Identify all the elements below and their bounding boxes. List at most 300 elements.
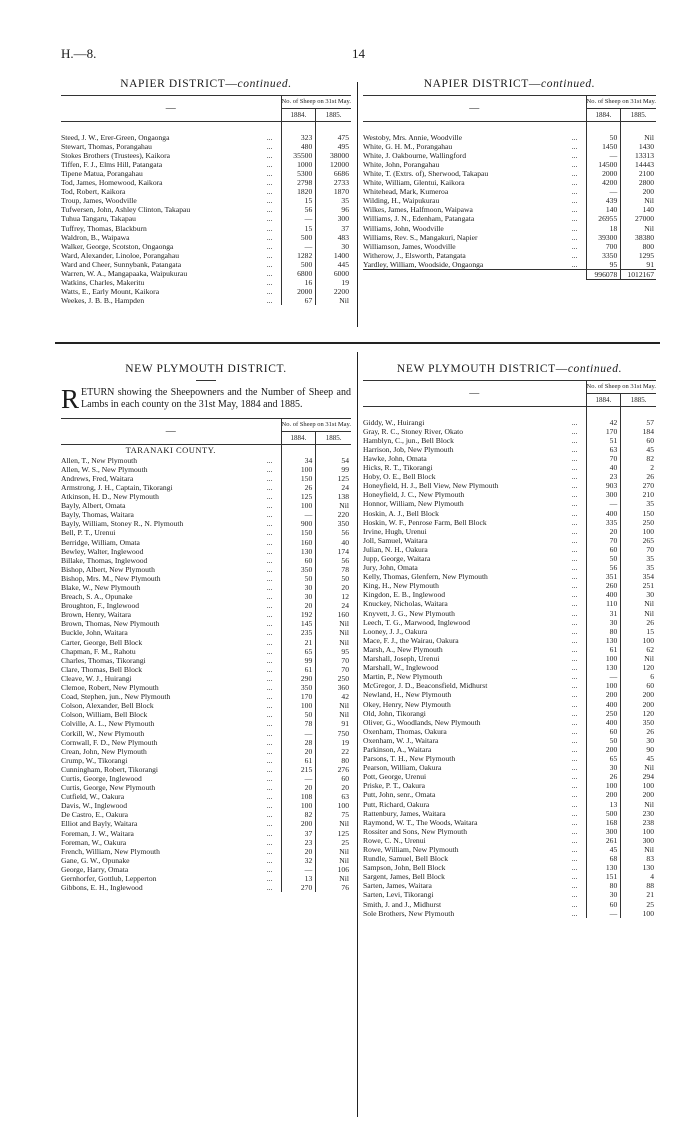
owner-name: Tiffen, F. J., Elms Hill, Patangata <box>61 159 163 169</box>
sheep-1884: 903 <box>586 481 621 490</box>
table-row <box>61 647 351 656</box>
table-row <box>61 729 351 738</box>
sheep-1885: Nil <box>621 609 656 618</box>
owner-name: Brown, Henry, Waitara <box>61 610 132 620</box>
table-row <box>363 260 656 270</box>
sheep-1885: 91 <box>316 719 351 728</box>
leader-dots: ... <box>266 519 273 529</box>
leader-dots: ... <box>571 508 578 518</box>
table-row <box>61 865 351 874</box>
leader-dots: ... <box>571 444 578 454</box>
table-row <box>363 845 656 854</box>
owner-name: Atkinson, H. D., New Plymouth <box>61 492 159 502</box>
owner-name: Walker, George, Scotston, Ongaonga <box>61 241 174 251</box>
sheep-1885: Nil <box>316 638 351 647</box>
owner-name: Broughton, F., Inglewood <box>61 601 140 611</box>
sheep-1885: Nil <box>621 800 656 809</box>
column-divider-top <box>357 82 358 327</box>
table-row <box>61 638 351 647</box>
owner-name: Harrison, Job, New Plymouth <box>363 444 454 454</box>
owner-name: King, H., New Plymouth <box>363 581 439 591</box>
table-row <box>61 856 351 865</box>
sheep-1885: 70 <box>316 656 351 665</box>
sheep-1885: 60 <box>621 436 656 445</box>
sheep-1884: 61 <box>586 645 621 654</box>
sheep-1884: 50 <box>281 710 316 719</box>
sheep-1885: 354 <box>621 572 656 581</box>
sheep-1884: 100 <box>281 501 316 510</box>
owner-name: Bayly, Thomas, Waitara <box>61 510 134 520</box>
sheep-1884: 100 <box>586 781 621 790</box>
sheep-1885: 230 <box>621 809 656 818</box>
leader-dots: ... <box>266 296 273 306</box>
leader-dots: ... <box>571 472 578 482</box>
sheep-1884: 100 <box>281 701 316 710</box>
year-1884-header: 1884. <box>586 108 621 121</box>
sheep-1885: 200 <box>621 690 656 699</box>
table-row <box>61 214 351 223</box>
table-row <box>363 527 656 536</box>
table-row <box>61 187 351 196</box>
owner-name: Stokes Brothers (Trustees), Kaikora <box>61 150 170 160</box>
leader-dots: ... <box>571 845 578 854</box>
sheep-1884: 100 <box>586 681 621 690</box>
owner-name: Andrews, Fred, Waitara <box>61 473 134 483</box>
leader-dots: ... <box>266 564 273 574</box>
sheep-1884: 260 <box>586 581 621 590</box>
sheep-1885: 78 <box>316 565 351 574</box>
sheep-1884: 30 <box>586 890 621 899</box>
table-row <box>363 205 656 214</box>
leader-dots: ... <box>571 817 578 827</box>
sheep-1885: 2 <box>621 463 656 472</box>
owner-name: Williamson, James, Woodville <box>363 241 456 251</box>
leader-dots: ... <box>266 883 273 893</box>
sheep-1884: 99 <box>281 656 316 665</box>
sheep-1885: 250 <box>316 674 351 683</box>
sheep-1885: 26 <box>621 727 656 736</box>
table-row <box>363 736 656 745</box>
sheep-1885: 251 <box>621 581 656 590</box>
sheep-1884: 56 <box>281 205 316 214</box>
sheep-1885: 38000 <box>316 151 351 160</box>
sheep-header: No. of Sheep on 31st May. <box>586 96 656 109</box>
sheep-1884: 500 <box>586 809 621 818</box>
sheep-1885: 200 <box>621 700 656 709</box>
table-row <box>61 178 351 187</box>
sheep-1884: 150 <box>281 474 316 483</box>
leader-dots: ... <box>266 592 273 602</box>
table-row <box>363 863 656 872</box>
leader-dots: ... <box>266 159 273 169</box>
sheep-1884: 3350 <box>586 251 621 260</box>
sheep-1885: 130 <box>621 863 656 872</box>
owner-name: Bayly, William, Stoney R., N. Plymouth <box>61 519 184 529</box>
owner-name: Chapman, F. M., Rahotu <box>61 646 136 656</box>
leader-dots: ... <box>266 819 273 829</box>
owner-name: Oxenham, W. J., Waitara <box>363 735 439 745</box>
owner-name: Raymond, W. T., The Woods, Waitara <box>363 817 478 827</box>
owner-name: White, John, Porangahau <box>363 159 440 169</box>
sheep-1885: 50 <box>316 574 351 583</box>
leader-dots: ... <box>571 517 578 527</box>
sheep-1884: 290 <box>281 674 316 683</box>
sheep-1884: 5300 <box>281 169 316 178</box>
table-row <box>363 890 656 899</box>
sheep-1885: Nil <box>316 874 351 883</box>
owner-name: Ward, Alexander, Linoloe, Porangahau <box>61 250 180 260</box>
owner-name: Sampson, John, Bell Block <box>363 863 446 873</box>
sheep-1884: 300 <box>586 827 621 836</box>
owner-name: Williams, J. N., Edenham, Patangata <box>363 214 475 224</box>
owner-name: Troup, James, Woodville <box>61 196 137 206</box>
owner-name: Curtis, George, New Plymouth <box>61 783 156 793</box>
sheep-1884: 900 <box>281 519 316 528</box>
leader-dots: ... <box>571 799 578 809</box>
table-row <box>363 618 656 627</box>
sheep-1885: 100 <box>621 527 656 536</box>
owner-name: Colson, Alexander, Bell Block <box>61 701 154 711</box>
name-header: — <box>363 381 586 407</box>
table-row <box>363 251 656 260</box>
sheep-1884: 200 <box>281 819 316 828</box>
table-row <box>363 754 656 763</box>
owner-name: Newland, H., New Plymouth <box>363 690 452 700</box>
leader-dots: ... <box>571 672 578 682</box>
sheep-1885: 76 <box>316 883 351 892</box>
table-row <box>363 718 656 727</box>
table-row <box>61 169 351 178</box>
leader-dots: ... <box>266 241 273 251</box>
table-row <box>363 536 656 545</box>
sheep-1884: 35500 <box>281 151 316 160</box>
sheep-1885: 12000 <box>316 160 351 169</box>
sheep-1884: 63 <box>586 445 621 454</box>
leader-dots: ... <box>266 683 273 693</box>
owner-name: De Castro, E., Oakura <box>61 810 129 820</box>
table-row <box>61 783 351 792</box>
table-row <box>363 700 656 709</box>
name-header: — <box>61 419 281 445</box>
leader-dots: ... <box>571 259 578 269</box>
leader-dots: ... <box>266 528 273 538</box>
leader-dots: ... <box>571 717 578 727</box>
sheep-1884: 30 <box>281 583 316 592</box>
sheep-1884: 108 <box>281 792 316 801</box>
sheep-1885: 35 <box>316 196 351 205</box>
owner-name: Pearson, William, Oakura <box>363 763 442 773</box>
leader-dots: ... <box>266 205 273 215</box>
sheep-1884: 1282 <box>281 251 316 260</box>
owner-name: Joll, Samuel, Waitara <box>363 535 428 545</box>
sheep-1885: Nil <box>621 224 656 233</box>
sheep-1884: 20 <box>586 527 621 536</box>
owner-name: Waldron, B., Waipawa <box>61 232 130 242</box>
table-row <box>363 572 656 581</box>
sheep-1884: 2000 <box>281 287 316 296</box>
sheep-1885: 100 <box>316 801 351 810</box>
title-rule <box>196 380 216 381</box>
leader-dots: ... <box>266 728 273 738</box>
owner-name: Honeyfield, J. C., New Plymouth <box>363 490 465 500</box>
owner-name: Westoby, Mrs. Annie, Woodville <box>363 132 462 142</box>
sheep-1885: 90 <box>621 745 656 754</box>
table-row <box>61 583 351 592</box>
sheep-1884: 300 <box>586 490 621 499</box>
sheep-1885: 106 <box>316 865 351 874</box>
sheep-1885: 120 <box>621 709 656 718</box>
sheep-1885: 26 <box>621 618 656 627</box>
owner-name: Davis, W., Inglewood <box>61 801 128 811</box>
year-1885-header: 1885. <box>316 108 351 121</box>
table-row <box>61 287 351 296</box>
owner-name: Oliver, G., Woodlands, New Plymouth <box>363 717 481 727</box>
sheep-1884: — <box>281 242 316 251</box>
owner-name: Wilding, H., Waipukurau <box>363 196 440 206</box>
sheep-1884: 50 <box>586 133 621 142</box>
owner-name: Kingdon, E. B., Inglewood <box>363 590 446 600</box>
owner-name: Old, John, Tikorangi <box>363 708 426 718</box>
sheep-1885: 27000 <box>621 214 656 223</box>
napier-left-table <box>61 95 351 305</box>
leader-dots: ... <box>571 563 578 573</box>
sheep-1885: 4 <box>621 872 656 881</box>
sheep-1884: 151 <box>586 872 621 881</box>
owner-name: Hoskin, W. F., Penrose Farm, Bell Block <box>363 517 487 527</box>
leader-dots: ... <box>571 141 578 151</box>
owner-name: Tipene Matua, Porangahau <box>61 168 143 178</box>
table-row <box>61 610 351 619</box>
owner-name: Martin, P., New Plymouth <box>363 672 443 682</box>
owner-name: Parsons, T. H., New Plymouth <box>363 754 456 764</box>
table-row <box>363 654 656 663</box>
owner-name: Putt, Richard, Oakura <box>363 799 430 809</box>
napier-right-table <box>363 95 656 280</box>
leader-dots: ... <box>571 463 578 473</box>
sheep-1884: 50 <box>586 736 621 745</box>
sheep-1885: 2800 <box>621 178 656 187</box>
owner-name: Looney, J. J., Oakura <box>363 626 428 636</box>
year-1884-header: 1884. <box>281 431 316 444</box>
sheep-1884: 60 <box>586 727 621 736</box>
table-row <box>61 701 351 710</box>
leader-dots: ... <box>266 573 273 583</box>
owner-name: Williams, John, Woodville <box>363 223 444 233</box>
leader-dots: ... <box>266 837 273 847</box>
sheep-1885: 56 <box>316 528 351 537</box>
table-row <box>61 692 351 701</box>
sheep-1884: 250 <box>586 709 621 718</box>
leader-dots: ... <box>571 178 578 188</box>
napier-right-title: NAPIER DISTRICT—continued. <box>423 78 596 90</box>
sheep-1884: 61 <box>281 756 316 765</box>
leader-dots: ... <box>266 792 273 802</box>
sheep-1884: 700 <box>586 242 621 251</box>
table-row <box>363 436 656 445</box>
leader-dots: ... <box>266 692 273 702</box>
sheep-1884: 439 <box>586 196 621 205</box>
owner-name: Oxenham, Thomas, Oakura <box>363 726 447 736</box>
sheep-1885: 140 <box>621 205 656 214</box>
table-row <box>363 727 656 736</box>
leader-dots: ... <box>571 763 578 773</box>
sheep-1884: — <box>586 187 621 196</box>
sheep-1885: Nil <box>316 701 351 710</box>
leader-dots: ... <box>571 581 578 591</box>
leader-dots: ... <box>571 681 578 691</box>
sheep-1884: 20 <box>281 601 316 610</box>
leader-dots: ... <box>571 781 578 791</box>
table-row <box>61 296 351 305</box>
sheep-1884: 323 <box>281 133 316 142</box>
year-1885-header: 1885. <box>316 431 351 444</box>
table-row <box>61 829 351 838</box>
sheep-1885: 750 <box>316 729 351 738</box>
table-row <box>363 187 656 196</box>
leader-dots: ... <box>571 872 578 882</box>
leader-dots: ... <box>571 826 578 836</box>
table-row <box>61 278 351 287</box>
leader-dots: ... <box>571 663 578 673</box>
sheep-1884: 335 <box>586 518 621 527</box>
sheep-1884: 13 <box>586 800 621 809</box>
owner-name: Jupp, George, Waitara <box>363 554 431 563</box>
sheep-1884: 95 <box>586 260 621 270</box>
sheep-1884: 80 <box>586 627 621 636</box>
owner-name: Tod, Robert, Kaikora <box>61 187 126 197</box>
sheep-1885: 120 <box>621 663 656 672</box>
table-row <box>61 474 351 483</box>
sheep-1885: 1430 <box>621 142 656 151</box>
page-number: 14 <box>352 46 365 61</box>
owner-name: Jury, John, Omata <box>363 563 418 573</box>
sheep-1885: 184 <box>621 427 656 436</box>
table-row <box>61 756 351 765</box>
table-row <box>363 881 656 890</box>
sheep-1885: 21 <box>621 890 656 899</box>
table-row <box>61 233 351 242</box>
leader-dots: ... <box>266 864 273 874</box>
owner-name: Carter, George, Bell Block <box>61 637 143 647</box>
sheep-1884: 1450 <box>586 142 621 151</box>
name-header: — <box>363 96 586 122</box>
sheep-1885: 294 <box>621 772 656 781</box>
sheep-1884: 50 <box>586 554 621 563</box>
table-row <box>61 501 351 510</box>
sheep-1884: 60 <box>586 900 621 909</box>
table-row <box>61 592 351 601</box>
table-row <box>363 672 656 681</box>
owner-name: Hawke, John, Omata <box>363 453 427 463</box>
sheep-1885: 495 <box>316 142 351 151</box>
table-row <box>61 792 351 801</box>
new-plymouth-left-column <box>61 363 351 892</box>
owner-name: Colson, William, Bell Block <box>61 710 148 720</box>
sheep-1885: 57 <box>621 418 656 427</box>
owner-name: Smith, J. and J., Midhurst <box>363 899 442 909</box>
sheep-1884: 78 <box>281 719 316 728</box>
leader-dots: ... <box>571 854 578 864</box>
sheep-1884: 30 <box>281 592 316 601</box>
sheep-1884: 82 <box>281 810 316 819</box>
leader-dots: ... <box>266 555 273 565</box>
total-row <box>363 270 656 280</box>
sheep-1884: 51 <box>586 436 621 445</box>
leader-dots: ... <box>266 664 273 674</box>
table-row <box>61 269 351 278</box>
sheep-1884: 70 <box>586 454 621 463</box>
sheep-1885: 250 <box>621 518 656 527</box>
leader-dots: ... <box>266 250 273 260</box>
table-row <box>363 445 656 454</box>
sheep-1884: 200 <box>586 745 621 754</box>
leader-dots: ... <box>266 482 273 492</box>
table-row <box>363 909 656 918</box>
sheep-1885: 1400 <box>316 251 351 260</box>
sheep-1884: 125 <box>281 492 316 501</box>
owner-name: Clemoe, Robert, New Plymouth <box>61 683 159 693</box>
table-row <box>61 242 351 251</box>
sheep-1884: 20 <box>281 847 316 856</box>
table-row <box>363 818 656 827</box>
leader-dots: ... <box>266 259 273 269</box>
sheep-1885: 56 <box>316 556 351 565</box>
sheep-1885: Nil <box>316 296 351 305</box>
leader-dots: ... <box>571 835 578 845</box>
table-row <box>61 747 351 756</box>
leader-dots: ... <box>266 583 273 592</box>
table-row <box>363 242 656 251</box>
sheep-1884: 45 <box>586 845 621 854</box>
sheep-1885: Nil <box>621 133 656 142</box>
table-row <box>363 490 656 499</box>
sheep-1885: 88 <box>621 881 656 890</box>
owner-name: Breach, S. A., Opunake <box>61 592 133 602</box>
sheep-1885: 174 <box>316 547 351 556</box>
owner-name: Weekes, J. B. B., Hampden <box>61 296 145 306</box>
owner-name: White, William, Glentui, Kaikora <box>363 178 465 188</box>
leader-dots: ... <box>266 287 273 297</box>
sheep-1884: 130 <box>586 636 621 645</box>
sheep-1884: 50 <box>281 574 316 583</box>
owner-name: Sargent, James, Bell Block <box>363 872 445 882</box>
table-row <box>61 556 351 565</box>
leader-dots: ... <box>266 637 273 647</box>
leader-dots: ... <box>571 453 578 463</box>
owner-name: Marsh, A., New Plymouth <box>363 644 443 654</box>
table-row <box>61 810 351 819</box>
table-row <box>61 874 351 883</box>
owner-name: Priske, P. T., Oakura <box>363 781 425 791</box>
owner-name: Tufwersen, John, Ashley Clinton, Takapau <box>61 205 191 215</box>
sheep-1884: — <box>281 865 316 874</box>
table-row <box>363 836 656 845</box>
sheep-1884: 480 <box>281 142 316 151</box>
table-row <box>363 590 656 599</box>
sheep-1885: 54 <box>316 456 351 465</box>
table-row <box>363 545 656 554</box>
owner-name: Julian, N. H., Oakura <box>363 544 428 554</box>
sheep-1885: 483 <box>316 233 351 242</box>
sheep-1885: 14443 <box>621 160 656 169</box>
leader-dots: ... <box>266 764 273 774</box>
owner-name: Foreman, J. W., Waitara <box>61 828 134 838</box>
leader-dots: ... <box>571 417 578 427</box>
sheep-1884: 500 <box>281 260 316 269</box>
table-row <box>363 463 656 472</box>
sheep-1885: 26 <box>621 472 656 481</box>
leader-dots: ... <box>571 205 578 215</box>
